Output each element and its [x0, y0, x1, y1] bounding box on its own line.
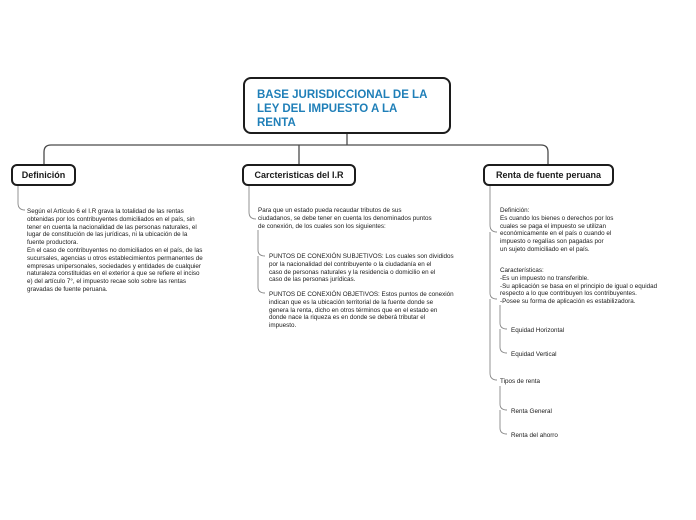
branch-renta-node[interactable]	[483, 164, 614, 186]
caract-subjetivos-link	[258, 230, 265, 256]
renta-caract-link	[490, 232, 497, 299]
branch-caracteristicas-node[interactable]	[242, 164, 356, 186]
renta-ahorro-link	[500, 410, 507, 434]
caract-intro-link	[249, 186, 256, 219]
tipos-renta-text[interactable]: Tipos de renta	[500, 378, 541, 385]
caract-intro-text[interactable]: Para que un estado pueda recaudar tributos de sus ciudadanos, se debe tener en cuenta los denominados puntos de conexión, de los cuales son los siguientes:	[258, 207, 432, 230]
definicion-body-text[interactable]: Según el Artículo 6 el I.R grava la totalidad de las rentas obtenidas por los contribuyentes domiciliados en el país, sin tener en cuenta la nacionalidad de las personas naturales, el lugar de constitución de las jurídicas, ni la ubicación de la fuente productora. En el caso de contribuyentes no domiciliados en el país, de las sucursales, agencias u otros establecimientos permanentes de empresas unipersonales, sociedades y entidades de cualquier naturaleza constituidas en el exterior a que se refiere el inciso e) del artículo 7°, el impuesto recae solo sobre las rentas gravadas de fuente peruana.	[27, 208, 203, 293]
renta-caracteristicas-text[interactable]: Características: -Es un impuesto no transferible. -Su aplicación se basa en el principio de igual o equidad respecto a lo que contribuyen los contribuyentes. -Posee su forma de aplicación es estabilizadora.	[500, 267, 658, 306]
renta-definicion-text[interactable]: Definición: Es cuando los bienes o derechos por los cuales se paga el impuesto se utilizan económicamente en el país o cuando el impuesto o regalías son pagadas por un sujeto domiciliado en el país.	[500, 207, 614, 253]
branch-caracteristicas-label: Carcteristicas del I.R	[254, 170, 344, 180]
renta-tipos-link	[490, 299, 497, 380]
root-topic-title: BASE JURISDICCIONAL DE LA LEY DEL IMPUESTO A LA RENTA	[257, 89, 428, 129]
renta-ahorro-text[interactable]: Renta del ahorro	[511, 432, 558, 439]
equidad-vertical-text[interactable]: Equidad Vertical	[511, 351, 557, 358]
root-topic-node[interactable]	[243, 77, 451, 134]
definicion-text-link	[18, 186, 25, 210]
renta-general-text[interactable]: Renta General	[511, 408, 552, 415]
equidad-horizontal-link	[500, 305, 507, 329]
renta-general-link	[500, 386, 507, 410]
branch-definicion-label: Definición	[21, 170, 66, 180]
branch-definicion-node[interactable]	[11, 164, 76, 186]
caract-objetivos-link	[258, 256, 265, 293]
caract-subjetivos-text[interactable]: PUNTOS DE CONEXIÓN SUBJETIVOS: Los cuales son divididos por la nacionalidad del contribuyente o la ciudadanía en el caso de personas naturales y la residencia o domicilio en el caso de las personas jurídicas.	[269, 253, 454, 284]
branch-renta-label: Renta de fuente peruana	[495, 170, 602, 180]
equidad-vertical-link	[500, 329, 507, 353]
root-to-branches-link	[44, 134, 548, 164]
equidad-horizontal-text[interactable]: Equidad Horizontal	[511, 327, 565, 334]
caract-objetivos-text[interactable]: PUNTOS DE CONEXIÓN OBJETIVOS: Estos puntos de conexión indican que es la ubicación territorial de la fuente donde se genera la renta, dicho en otros términos que en el estado en donde nace la riqueza es en donde se deberá tributar el impuesto.	[269, 291, 454, 330]
renta-definicion-link	[490, 186, 497, 232]
